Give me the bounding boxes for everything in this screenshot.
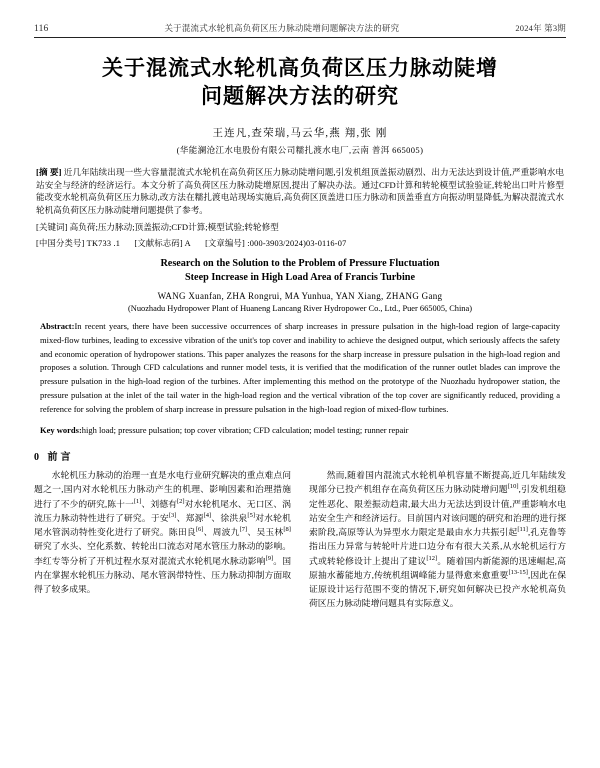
page-title-line-2: 问题解决方法的研究 xyxy=(201,84,399,109)
body-column-left xyxy=(34,468,291,611)
page-title xyxy=(34,54,566,111)
article-number: [文章编号] :000-3903/2024)03-0116-07 xyxy=(205,238,347,248)
paragraph: 然而,随着国内混流式水轮机单机容量不断提高,近几年陆续发现部分已投产机组存在高负荷区压力脉动陡增问题[10],引发机组稳定性恶化、限差振动趋肃,最大出力无法达到设计值,严重影响水电站安全生产和经济运行。目前国内对该问题的研究和治理的进行探索阶段,高原等认为异型水力限定是最由水力共振引起[11],孔克鲁等指出压力异常与转轮叶片进口边分布有很大关系,从水轮机运行方式或转轮修设计上提出了建议[12]。随着国内新能源的迅速崛起,高原抽水蓄能地方,传统机组调峰能力显得愈来愈重要[13-15],因此在保证原设计运行范围不变的情况下,研究如何解决已投产水轮机高负荷区压力脉动陡增问题具有实际意义。 xyxy=(309,470,567,609)
paragraph: 水轮机压力脉动的治理一直是水电行业研究解决的重点难点问题之一,国内对水轮机压力脉动产生的机理、影响因素和治理措施进行了不少的研究,陈十一[1]、刘德有[2]对水轮机尾水、无口区、涡流压力脉动特性进行了研究。于安[3]、郑源[4]、徐洪泉[5]对水轮机尾水管涡动特性变化进行了研究。陈田良[6]、周波九[7]、吴玉林[8]研究了水头、空化系数、转轮出口流态对尾水管压力脉动的影响。李红专等分析了开机过程水泵对混流式水轮机尾水脉动影响[9]。国内在掌握水轮机压力脉动、尾水管涡带特性、压力脉动抑制方面取得了较多成果。 xyxy=(34,470,291,595)
section-heading xyxy=(34,448,566,463)
section-number: 0 xyxy=(34,452,42,464)
authors-en: WANG Xuanfan, ZHA Rongrui, MA Yunhua, YAN Xiang, ZHANG Gang xyxy=(157,291,443,302)
keywords-cn xyxy=(36,221,564,234)
abstract-cn xyxy=(36,166,564,218)
keywords-cn-label: [关键词] xyxy=(36,222,68,233)
body-columns xyxy=(34,468,566,611)
authors-cn: 王连凡,查荣瑞,马云华,燕 翔,张 刚 xyxy=(212,127,388,139)
affiliation-en: (Nuozhadu Hydropower Plant of Huaneng Lancang River Hydropower Co., Ltd., Puer 665005, China) xyxy=(128,304,472,314)
header-divider xyxy=(34,37,566,38)
classification-line xyxy=(36,237,564,249)
keywords-en-text: high load; pressure pulsation; top cover vibration; CFD calculation; model testing; runner repair xyxy=(81,425,409,436)
title-en-line-2: Steep Increase in High Load Area of Francis Turbine xyxy=(185,272,415,284)
affiliation-cn: (华能澜沧江水电股份有限公司糯扎渡水电厂,云南 普洱 665005) xyxy=(176,144,424,155)
running-title: 关于混流式水轮机高负荷区压力脉动陡增问题解决方法的研究 xyxy=(164,23,400,33)
cn-class-number: [中国分类号] TK733 .1 xyxy=(36,238,121,248)
keywords-en xyxy=(40,424,560,438)
section-title: 前言 xyxy=(47,452,74,464)
body-column-right xyxy=(309,468,566,611)
title-en-line-1: Research on the Solution to the Problem of Pressure Fluctuation xyxy=(160,257,440,269)
abstract-en xyxy=(40,320,560,416)
page-number: 116 xyxy=(34,24,49,34)
document-code: [文献标志码] A xyxy=(134,238,191,248)
abstract-cn-text: 近几年陆续出现一些大容量混流式水轮机在高负荷区压力脉动陡增问题,引发机组顶盖振动剧烈、出力无法达到设计值,严重影响水电站安全与经济的经济运行。本文分析了高负荷区压力脉动陡增原因,提出了解决办法。通过CFD计算和转轮模型试验验证,转轮出口叶片修型能改变水轮机高负荷区压力脉动,改方法在糯扎渡电站现场实施后,高负荷区顶盖进口压力脉动和顶盖垂直方向振动明显降低,为解决混流式水轮机高负荷区压力脉动陡增问题提供了参考。 xyxy=(36,166,564,216)
running-head xyxy=(34,22,566,34)
abstract-en-text: In recent years, there have been successive occurrences of sharp increases in pressure pulsation in the high-load region of large-capacity mixed-flow turbines, leading to excessive vibration of the unit's top cover and inability to achieve the designed output, which seriously affects the safety and economic operation of hydropower stations. This paper analyzes the reasons for the sharp increase in pressure pulsation in the high-load region and proposes a solution. Through CFD calculations and runner model tests, it is verified that the modification of the runner outlet blades can improve the pressure pulsation in the high-load region of the turbines. After implementing this method on the prototype of the Nuozhadu hydropower station, the pressure pulsation at the inlet of the tail water in the high-load region and the vertical vibration of the top cover are significantly reduced, providing a reference for solving the problem of sharp increase in pressure pulsation in the high-load region of mixed-flow turbines. xyxy=(40,321,560,414)
issue-label: 2024年 第3期 xyxy=(515,23,566,33)
abstract-cn-label: [摘 要] xyxy=(36,166,62,177)
keywords-cn-text: 高负荷;压力脉动;顶盖振动;CFD计算;模型试验;转轮修型 xyxy=(69,222,279,233)
page-title-line-1: 关于混流式水轮机高负荷区压力脉动陡增 xyxy=(102,56,498,80)
title-en xyxy=(34,257,566,287)
abstract-en-label: Abstract: xyxy=(40,321,75,332)
keywords-en-label: Key words: xyxy=(40,425,82,436)
